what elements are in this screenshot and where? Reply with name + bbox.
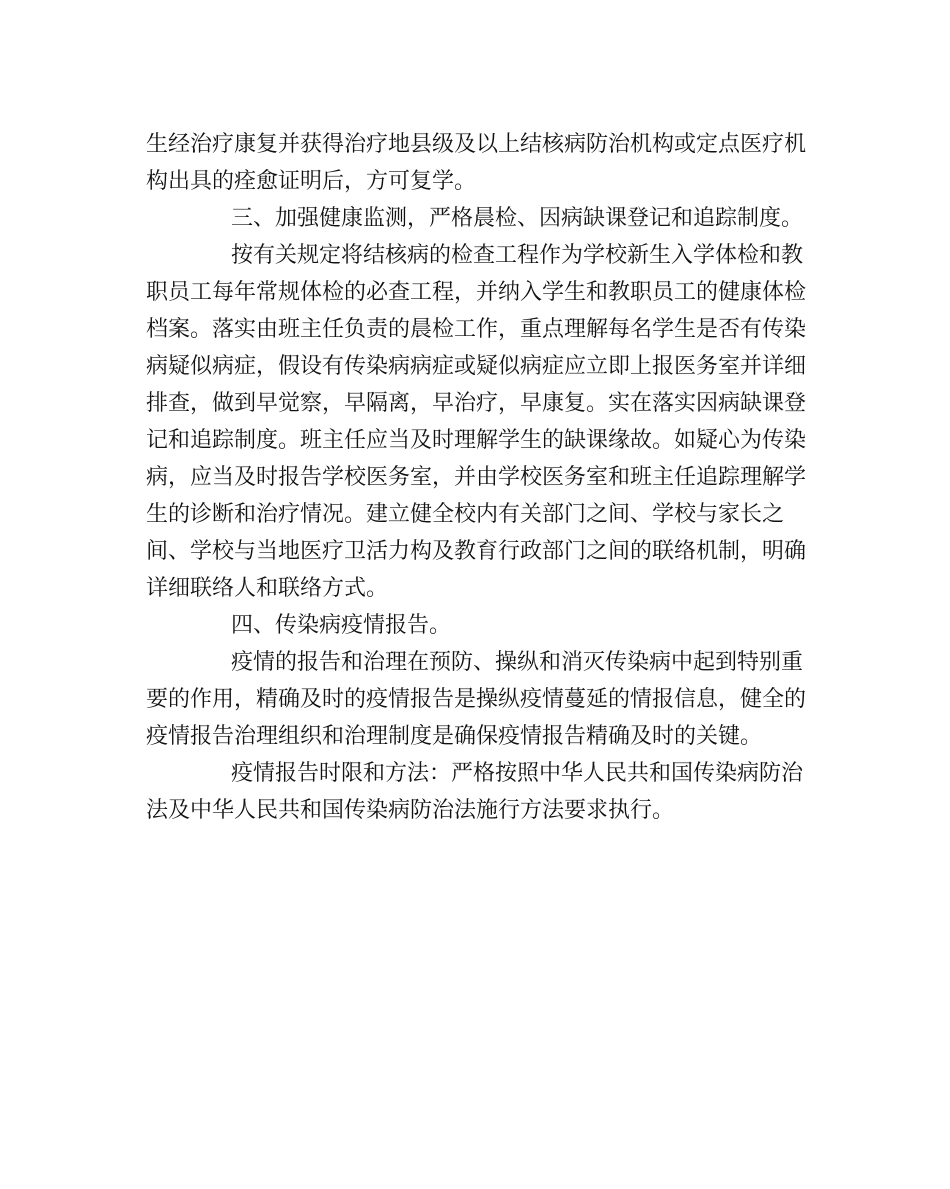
text-line: 记和追踪制度。班主任应当及时理解学生的缺课缘故。如疑心为传染 xyxy=(146,428,807,453)
text-line: 构出具的痊愈证明后，方可复学。 xyxy=(146,169,477,194)
text-line: 档案。落实由班主任负责的晨检工作，重点理解每名学生是否有传染 xyxy=(146,317,807,342)
text-line: 排查，做到早觉察，早隔离，早治疗，早康复。实在落实因病缺课登 xyxy=(146,391,807,416)
section-heading: 三、加强健康监测，严格晨检、因病缺课登记和追踪制度。 xyxy=(231,206,804,231)
section-heading: 四、传染病疫情报告。 xyxy=(231,613,452,638)
text-line: 生的诊断和治疗情况。建立健全校内有关部门之间、学校与家长之 xyxy=(146,502,785,527)
text-line: 疫情的报告和治理在预防、操纵和消灭传染病中起到特别重 xyxy=(231,650,804,675)
text-line: 病，应当及时报告学校医务室，并由学校医务室和班主任追踪理解学 xyxy=(146,465,807,490)
text-line: 疫情报告时限和方法：严格按照中华人民共和国传染病防治 xyxy=(231,761,804,786)
text-line: 要的作用，精确及时的疫情报告是操纵疫情蔓延的情报信息，健全的 xyxy=(146,687,807,712)
text-line: 间、学校与当地医疗卫活力构及教育行政部门之间的联络机制，明确 xyxy=(146,539,807,564)
text-line: 病疑似病症，假设有传染病病症或疑似病症应立即上报医务室并详细 xyxy=(146,354,807,379)
text-line: 生经治疗康复并获得治疗地县级及以上结核病防治机构或定点医疗机 xyxy=(146,132,807,157)
text-line: 详细联络人和联络方式。 xyxy=(146,576,389,601)
text-line: 按有关规定将结核病的检查工程作为学校新生入学体检和教 xyxy=(231,243,804,268)
text-line: 职员工每年常规体检的必查工程，并纳入学生和教职员工的健康体检 xyxy=(146,280,807,305)
text-line: 法及中华人民共和国传染病防治法施行方法要求执行。 xyxy=(146,798,675,823)
body-text xyxy=(146,126,806,829)
text-line: 疫情报告治理组织和治理制度是确保疫情报告精确及时的关键。 xyxy=(146,724,763,749)
